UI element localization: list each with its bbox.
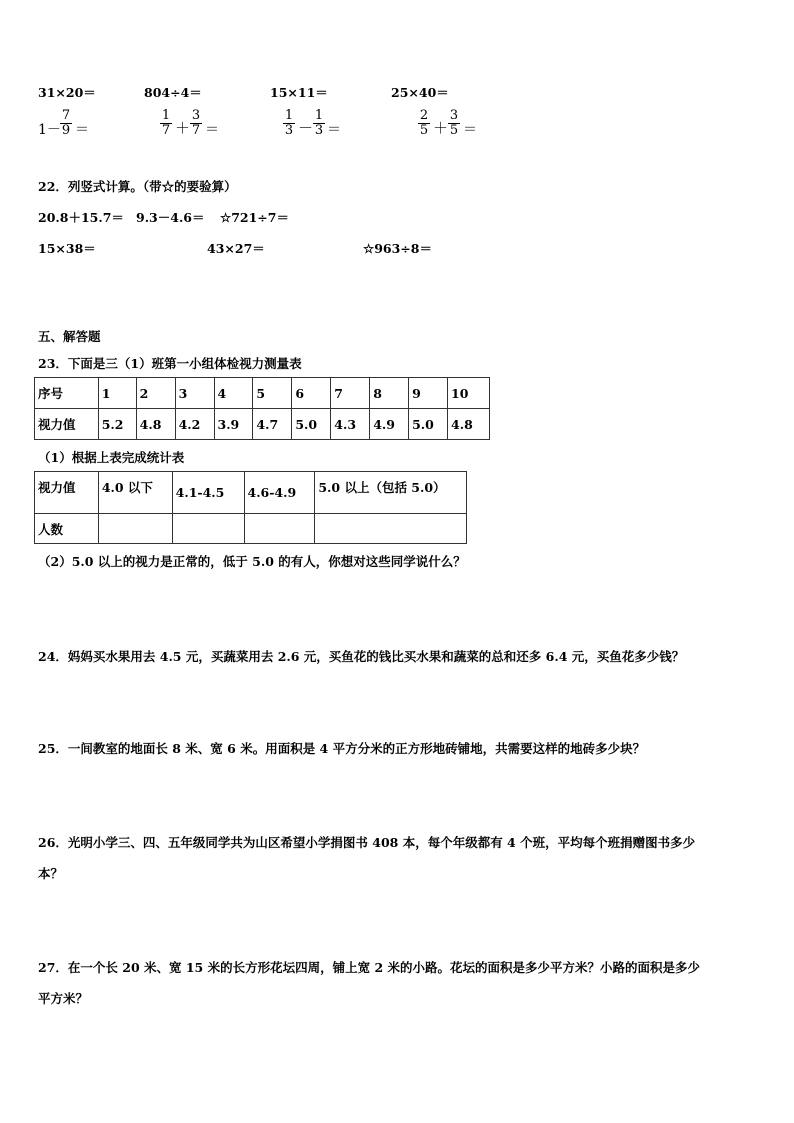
equals-sign: ＝ xyxy=(327,122,341,138)
table-cell-empty xyxy=(172,514,244,544)
table-header-vision: 视力值 xyxy=(35,472,99,514)
table-header-number: 序号 xyxy=(35,378,99,409)
table-header-vision: 视力值 xyxy=(35,409,99,440)
q22-calc-3: ☆721÷7＝ xyxy=(220,210,289,225)
q22-calc-2: 9.3－4.6＝ xyxy=(136,210,205,225)
table-cell: 8 xyxy=(370,378,409,409)
calc-804div4: 804÷4＝ xyxy=(144,85,202,100)
plus-sign: ＋ xyxy=(175,119,191,137)
equals-sign: ＝ xyxy=(205,122,219,138)
q22-calc-5: 43×27＝ xyxy=(207,241,265,256)
plus-sign: ＋ xyxy=(433,119,449,137)
table-cell: 6 xyxy=(292,378,331,409)
q23-title: 23．下面是三（1）班第一小组体检视力测量表 xyxy=(38,356,302,371)
table-cell-empty xyxy=(315,514,467,544)
table-cell: 4.1-4.5 xyxy=(172,472,244,514)
calc-15x11: 15×11＝ xyxy=(270,85,328,100)
table-cell: 5.0 以上（包括 5.0） xyxy=(315,472,467,514)
lead-1-minus: 1－ xyxy=(38,122,61,138)
table-cell: 10 xyxy=(448,378,490,409)
minus-sign: － xyxy=(298,119,314,137)
table-cell: 4 xyxy=(214,378,253,409)
table-cell: 3.9 xyxy=(214,409,253,440)
table-row xyxy=(35,514,467,544)
table-cell: 4.6-4.9 xyxy=(244,472,315,514)
q23-part1: （1）根据上表完成统计表 xyxy=(38,450,185,465)
table-header-count: 人数 xyxy=(35,514,99,544)
table-cell: 9 xyxy=(409,378,448,409)
table-cell: 4.9 xyxy=(370,409,409,440)
table-cell: 1 xyxy=(98,378,136,409)
table-cell: 5.0 xyxy=(292,409,331,440)
q25-text: 25．一间教室的地面长 8 米、宽 6 米。用面积是 4 平方分米的正方形地砖铺地，共需要这样的地砖多少块？ xyxy=(38,741,646,756)
fraction-1-7: 1 7 xyxy=(161,108,171,138)
q27-line1: 27．在一个长 20 米、宽 15 米的长方形花坛四周，铺上宽 2 米的小路。花坛的面积是多少平方米？小路的面积是多少 xyxy=(38,960,700,975)
table-cell: 2 xyxy=(136,378,175,409)
table-row xyxy=(35,378,490,409)
equals-sign: ＝ xyxy=(463,122,477,138)
q27-line2: 平方米？ xyxy=(38,991,89,1006)
table-row xyxy=(35,472,467,514)
table-cell: 7 xyxy=(331,378,370,409)
table-cell: 5 xyxy=(253,378,292,409)
table-cell: 3 xyxy=(175,378,214,409)
fraction-3-5: 3 5 xyxy=(449,108,459,138)
section-5-title: 五、解答题 xyxy=(38,329,101,344)
fraction-1-3-b: 1 3 xyxy=(314,108,324,138)
vision-measurement-table xyxy=(34,377,490,440)
table-cell: 4.3 xyxy=(331,409,370,440)
q24-text: 24．妈妈买水果用去 4.5 元，买蔬菜用去 2.6 元，买鱼花的钱比买水果和蔬菜的总和还多 6.4 元，买鱼花多少钱？ xyxy=(38,649,685,664)
table-cell: 4.7 xyxy=(253,409,292,440)
table-cell: 5.2 xyxy=(98,409,136,440)
q22-calc-4: 15×38＝ xyxy=(38,241,96,256)
q23-part2: （2）5.0 以上的视力是正常的，低于 5.0 的有人，你想对这些同学说什么？ xyxy=(38,554,466,569)
fraction-2-5: 2 5 xyxy=(419,108,429,138)
table-cell: 4.8 xyxy=(448,409,490,440)
table-row xyxy=(35,409,490,440)
calc-25x40: 25×40＝ xyxy=(391,85,449,100)
table-cell: 4.0 以下 xyxy=(98,472,172,514)
fraction-7-9: 7 9 xyxy=(61,108,71,138)
table-cell: 5.0 xyxy=(409,409,448,440)
table-cell-empty xyxy=(98,514,172,544)
calc-31x20: 31×20＝ xyxy=(38,85,96,100)
vision-statistics-table xyxy=(34,471,467,544)
q22-title: 22．列竖式计算。（带☆的要验算） xyxy=(38,179,237,194)
table-cell: 4.8 xyxy=(136,409,175,440)
fraction-3-7: 3 7 xyxy=(191,108,201,138)
table-cell: 4.2 xyxy=(175,409,214,440)
q22-calc-6: ☆963÷8＝ xyxy=(363,241,432,256)
q26-line2: 本？ xyxy=(38,866,64,881)
table-cell-empty xyxy=(244,514,315,544)
fraction-1-3-a: 1 3 xyxy=(284,108,294,138)
equals-sign: ＝ xyxy=(75,122,89,138)
q22-calc-1: 20.8＋15.7＝ xyxy=(38,210,124,225)
q26-line1: 26．光明小学三、四、五年级同学共为山区希望小学捐图书 408 本，每个年级都有 4 个班，平均每个班捐赠图书多少 xyxy=(38,835,696,850)
